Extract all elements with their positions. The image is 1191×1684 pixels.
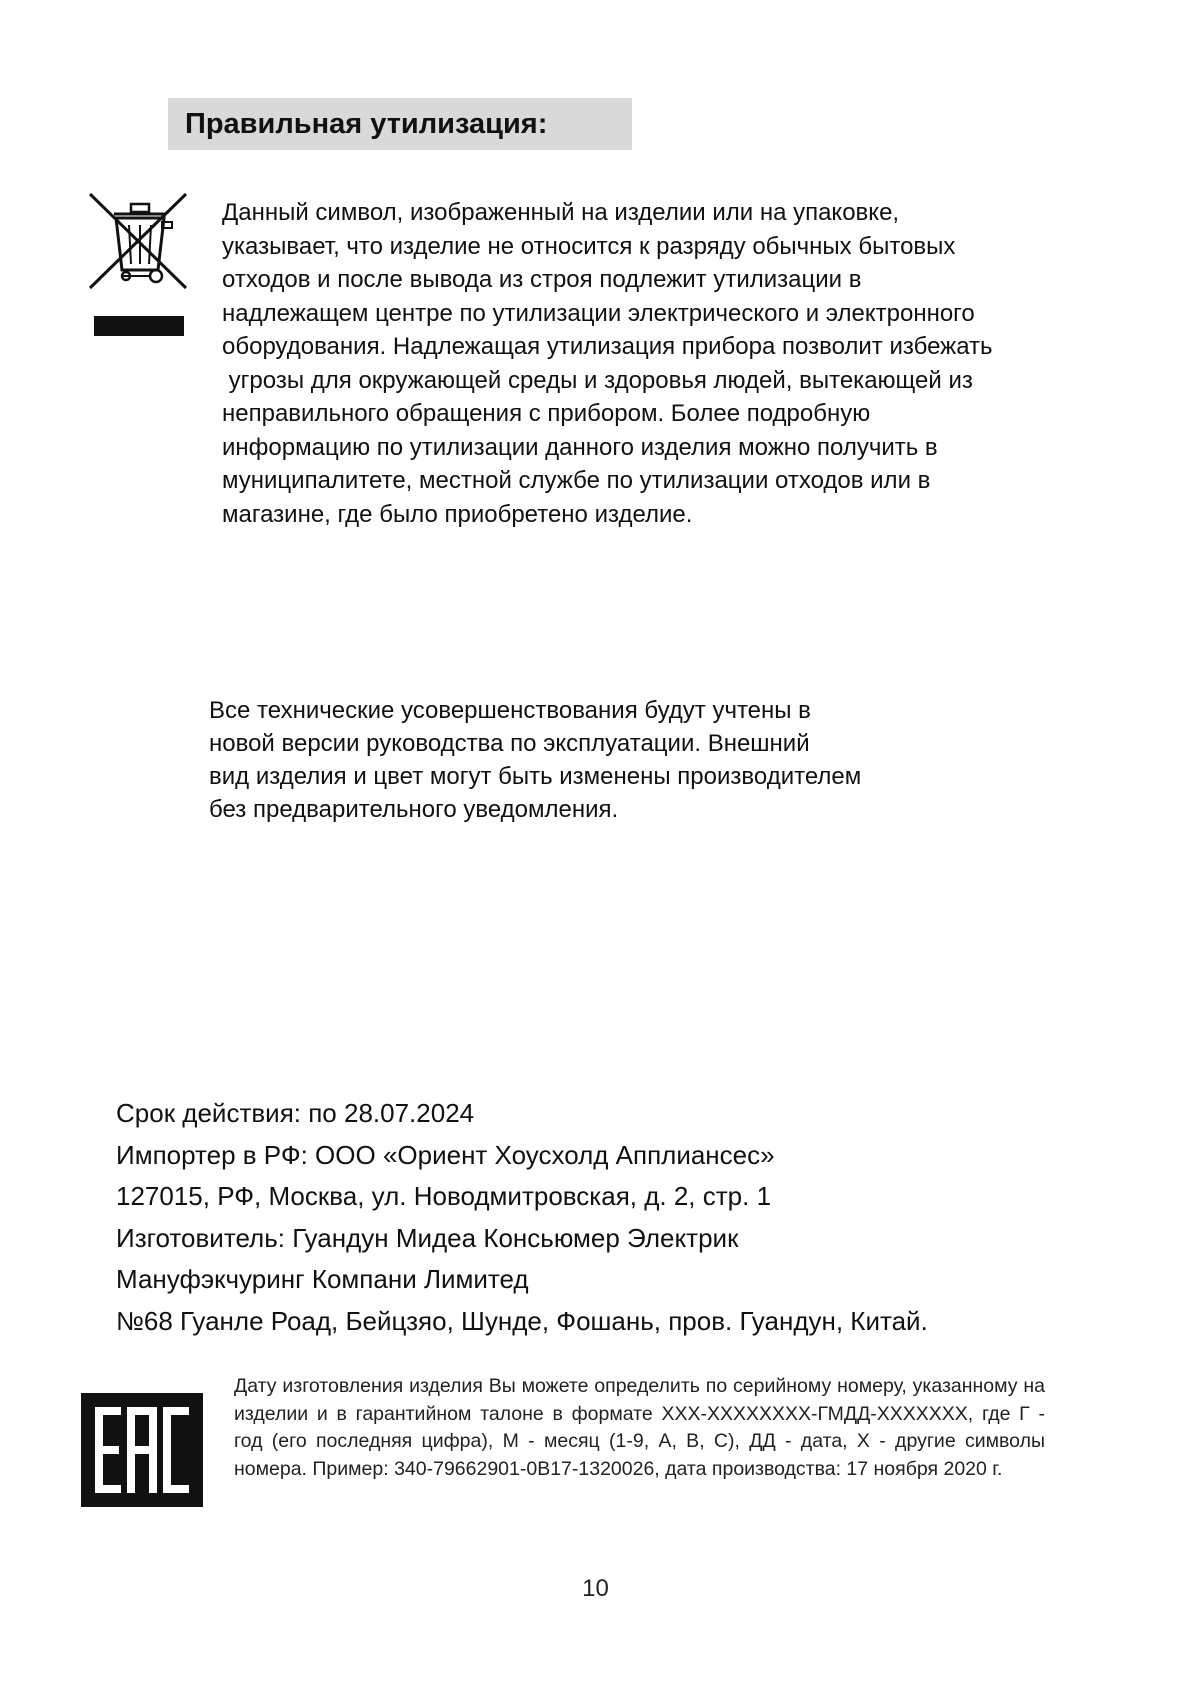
text-line: угрозы для окружающей среды и здоровья людей, вытекающей из <box>222 366 973 394</box>
disposal-paragraph <box>222 196 1142 531</box>
text-line: отходов и после вывода из строя подлежит утилизации в <box>222 266 862 293</box>
weee-crossed-bin-icon <box>86 192 191 340</box>
eac-mark-icon <box>81 1393 203 1507</box>
manufacturer-address-line: №68 Гуанле Роад, Бейцзяо, Шунде, Фошань, пров. Гуандун, Китай. <box>116 1305 928 1336</box>
text-line: Данный символ, изображенный на изделии или на упаковке, <box>222 199 900 226</box>
manufacture-date-note: Дату изготовления изделия Вы можете определить по серийному номеру, указанному на изделии и в гарантийном талоне в формате XXX-XXXXXXXX-ГМДД-XXXXXXX, где Г - год (его последняя цифра), М - месяц (1-9, A, B, C), ДД - дата, X - другие символы номера. Пример: 340-79662901-0B17-1320026, дата производства: 17 ноября 2020 г. <box>234 1375 1045 1480</box>
text-line: оборудования. Надлежащая утилизация прибора позволит избежать <box>222 333 993 360</box>
page-number: 10 <box>582 1575 609 1602</box>
text-line: без предварительного уведомления. <box>209 796 619 823</box>
text-line: указывает, что изделие не относится к разряду обычных бытовых <box>222 232 956 260</box>
manufacturer-name-line: Мануфэкчуринг Компани Лимитед <box>116 1264 529 1294</box>
text-line: надлежащем центре по утилизации электрического и электронного <box>222 299 975 327</box>
text-line: магазине, где было приобретено изделие. <box>222 500 693 528</box>
importer-line: Импортер в РФ: ООО «Ориент Хоусхолд Апплиансес» <box>116 1139 775 1170</box>
text-line: новой версии руководства по эксплуатации. Внешний <box>209 730 810 757</box>
text-line: вид изделия и цвет могут быть изменены производителем <box>209 763 862 790</box>
text-line: информацию по утилизации данного изделия можно получить в <box>222 433 938 461</box>
manufacturer-info <box>116 1093 1116 1342</box>
text-line: муниципалитете, местной службе по утилизации отходов или в <box>222 467 931 494</box>
validity-line: Срок действия: по 28.07.2024 <box>116 1098 475 1128</box>
importer-address-line: 127015, РФ, Москва, ул. Новодмитровская, д. 2, стр. 1 <box>116 1181 772 1211</box>
section-heading: Правильная утилизация: <box>168 98 632 150</box>
text-line: Все технические усовершенствования будут учтены в <box>209 697 811 724</box>
manufacturer-line: Изготовитель: Гуандун Мидеа Консьюмер Электрик <box>116 1222 739 1253</box>
improvements-paragraph <box>209 694 1109 826</box>
text-line: неправильного обращения с прибором. Более подробную <box>222 400 871 427</box>
